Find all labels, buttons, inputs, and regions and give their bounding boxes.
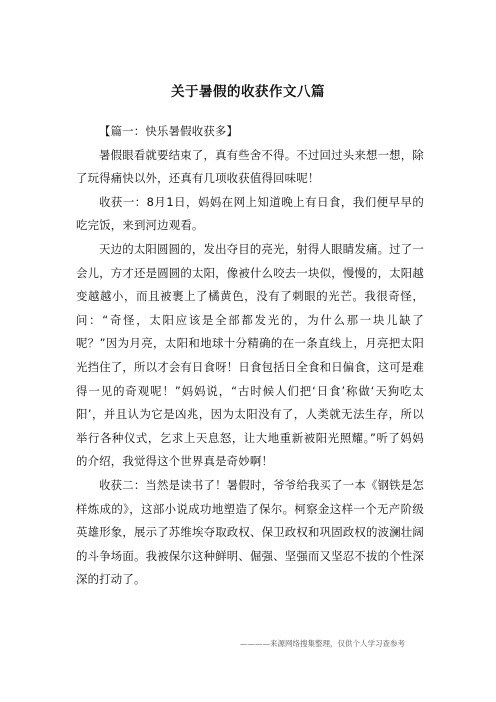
document-title: 关于暑假的收获作文八篇 <box>171 84 325 100</box>
paragraph: 收获二：当然是读书了！暑假时，爷爷给我买了一本《钢铁是怎样炼成的》，这部小说成功地塑造了保尔。柯察金这样一个无产阶级英雄形象，展示了苏维埃夺取政权、保卫政权和巩固政权的波澜壮阔的斗争场面。我被保尔这种鲜明、倔强、坚强而又坚忍不拔的个性深深的打动了。 <box>76 477 424 587</box>
paragraph: 收获一：8月1日，妈妈在网上知道晚上有日食，我们便早早的吃完饭，来到河边观看。 <box>76 194 424 233</box>
section-heading: 【篇一：快乐暑假收获多】 <box>99 124 239 138</box>
paragraph: 暑假眼看就要结束了，真有些舍不得。不过回过头来想一想，除了玩得痛快以外，还真有几项收获值得回味呢！ <box>76 147 424 186</box>
paragraph: 天边的太阳圆圆的，发出夺目的亮光，射得人眼睛发痛。过了一会儿，方才还是圆圆的太阳，像被什么咬去一块似，慢慢的，太阳越变越越小，而且被裹上了橘黄色，没有了刺眼的光芒。我很奇怪，问：“奇怪，太阳应该是全部都发光的，为什么那一块儿缺了呢？”因为月亮，太阳和地球十分精确的在一条直线上，月亮把太阳光挡住了，所以才会有日食呀！日食包括日全食和日偏食，这可是难得一见的奇观呢！”妈妈说，“古时候人们把‘日食’称做‘天狗吃太阳’，并且认为它是凶兆，因为太阳没有了，人类就无法生存，所以举行各种仪式，乞求上天息怒，让大地重新被阳光照耀。”听了妈妈的介绍，我觉得这个世界真是奇妙啊！ <box>76 241 424 469</box>
document-body <box>76 120 424 592</box>
source-footer: ————来源网络搜集整理，仅供个人学习查参考 <box>240 639 405 648</box>
